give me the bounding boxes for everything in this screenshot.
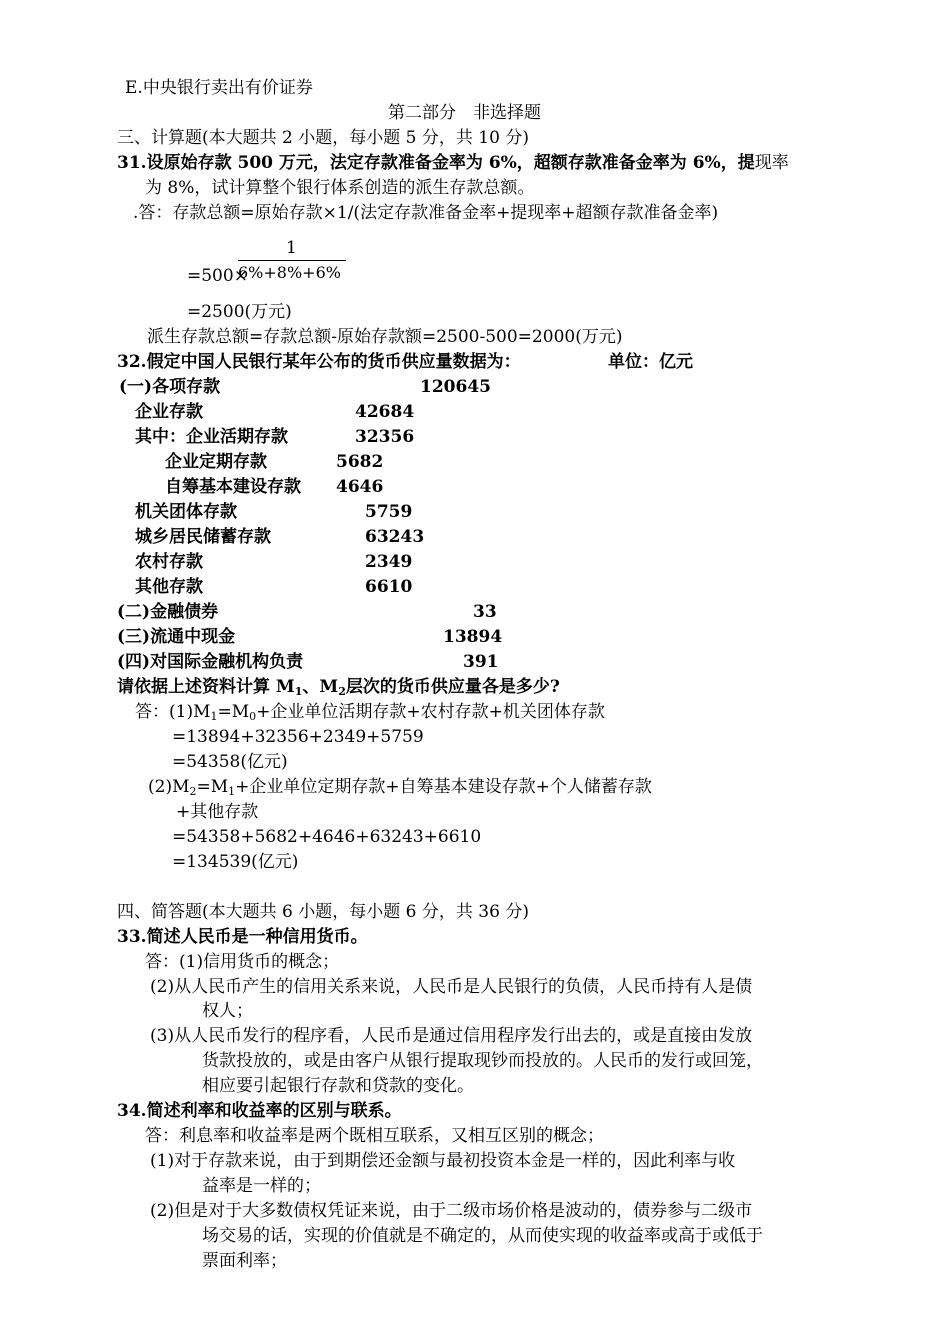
answer-part: (2)M [148, 777, 190, 797]
row-label-4: 自筹基本建设存款 [165, 477, 301, 497]
row-label-0: (一)各项存款 [119, 377, 221, 397]
q34-answer-2-cont: 场交易的话，实现的价值就是不确定的，从而使实现的收益率或高于或低于 [202, 1226, 763, 1246]
row-value-4: 4646 [336, 477, 384, 497]
row-value-5: 5759 [365, 502, 413, 522]
q32-question-sub: 1 [294, 685, 303, 698]
row-label-11: (四)对国际金融机构负责 [117, 652, 304, 672]
option-e: E.中央银行卖出有价证券 [125, 78, 313, 98]
row-value-0: 120645 [420, 377, 491, 397]
row-value-10: 13894 [443, 627, 503, 647]
q31-line1-rest: 现率 [754, 153, 789, 173]
q33-answer-3-cont2: 相应要引起银行存款和贷款的变化。 [202, 1076, 474, 1096]
row-value-3: 5682 [336, 452, 384, 472]
row-label-6: 城乡居民储蓄存款 [135, 527, 271, 547]
q33-answer-2-cont: 权人； [202, 1001, 253, 1021]
q34-answer-intro: 答：利息率和收益率是两个既相互联系，又相互区别的概念； [145, 1126, 604, 1146]
fraction-denominator: 6%+8%+6% [238, 263, 341, 282]
q34-answer-2-cont2: 票面利率； [202, 1251, 287, 1271]
row-label-1: 企业存款 [135, 402, 203, 422]
section-3-heading: 三、计算题(本大题共 2 小题，每小题 5 分，共 10 分) [117, 128, 529, 148]
q32-answer-1-result: =54358(亿元) [172, 752, 288, 772]
row-value-1: 42684 [355, 402, 415, 422]
q34-answer-1-cont: 益率是一样的； [202, 1176, 321, 1196]
row-value-2: 32356 [355, 427, 415, 447]
q33-answer-2: (2)从人民币产生的信用关系来说，人民币是人民银行的负债，人民币持有人是债 [150, 977, 753, 997]
q31-line1 [117, 152, 789, 174]
q32-question-part: 请依据上述资料计算 M [117, 677, 295, 697]
part-title: 第二部分 非选择题 [388, 103, 541, 123]
row-label-7: 农村存款 [135, 552, 203, 572]
q32-unit: 单位：亿元 [608, 352, 693, 372]
q32-answer-2 [148, 776, 652, 803]
q32-answer-2-result: =134539(亿元) [172, 852, 299, 872]
q32-question-part: 、M [302, 677, 339, 697]
answer-part: +企业单位定期存款+自筹基本建设存款+个人储蓄存款 [235, 777, 652, 797]
row-label-2: 其中：企业活期存款 [135, 427, 288, 447]
fraction-prefix: =500× [187, 266, 248, 286]
q32-answer-2-calc: =54358+5682+4646+63243+6610 [172, 827, 482, 847]
answer-part: +企业单位活期存款+农村存款+机关团体存款 [256, 702, 605, 722]
q31-line1-bold: 31.设原始存款 500 万元，法定存款准备金率为 6%，超额存款准备金率为 6%，提 [117, 153, 755, 173]
q31-derived: 派生存款总额=存款总额-原始存款额=2500-500=2000(万元) [147, 327, 623, 347]
q32-answer-1-calc: =13894+32356+2349+5759 [172, 727, 424, 747]
q31-result: =2500(万元) [187, 302, 292, 322]
row-value-8: 6610 [365, 577, 413, 597]
fraction-numerator: 1 [286, 238, 297, 258]
row-label-8: 其他存款 [135, 577, 203, 597]
answer-sub: 0 [249, 710, 257, 723]
q33-answer-3: (3)从人民币发行的程序看，人民币是通过信用程序发行出去的，或是直接由发放 [150, 1026, 753, 1046]
answer-part: 答：(1)M [135, 702, 211, 722]
q31-answer: .答：存款总额=原始存款×1/(法定存款准备金率+提现率+超额存款准备金率) [133, 203, 719, 223]
row-label-9: (二)金融债券 [117, 602, 219, 622]
q34-answer-1: (1)对于存款来说，由于到期偿还金额与最初投资本金是一样的，因此利率与收 [150, 1151, 736, 1171]
answer-part: =M [217, 702, 250, 722]
q32-answer-1 [135, 701, 605, 728]
row-value-9: 33 [473, 602, 497, 622]
answer-part: =M [196, 777, 229, 797]
q33-answer-1: 答：(1)信用货币的概念； [145, 952, 340, 972]
q32-question-sub: 2 [338, 685, 346, 698]
row-value-11: 391 [463, 652, 499, 672]
row-label-3: 企业定期存款 [165, 452, 267, 472]
section-4-heading: 四、简答题(本大题共 6 小题，每小题 6 分，共 36 分) [117, 902, 529, 922]
q34-answer-2: (2)但是对于大多数债权凭证来说，由于二级市场价格是波动的，债券参与二级市 [150, 1201, 753, 1221]
row-label-5: 机关团体存款 [135, 502, 237, 522]
row-value-7: 2349 [365, 552, 413, 572]
q34-title: 34.简述利率和收益率的区别与联系。 [117, 1101, 402, 1121]
q32-question [117, 676, 560, 703]
answer-sub: 1 [228, 785, 236, 798]
q31-line2: 为 8%，试计算整个银行体系创造的派生存款总额。 [145, 178, 535, 198]
answer-sub: 1 [210, 710, 218, 723]
row-value-6: 63243 [365, 527, 425, 547]
answer-sub: 2 [189, 785, 197, 798]
q33-title: 33.简述人民币是一种信用货币。 [117, 927, 368, 947]
q33-answer-3-cont: 货款投放的，或是由客户从银行提取现钞而投放的。人民币的发行或回笼， [202, 1051, 763, 1071]
q32-question-part: 层次的货币供应量各是多少? [345, 677, 560, 697]
q32-title: 32.假定中国人民银行某年公布的货币供应量数据为： [117, 352, 521, 372]
row-label-10: (三)流通中现金 [117, 627, 236, 647]
fraction-bar [238, 260, 346, 261]
q32-answer-2-cont: +其他存款 [176, 802, 259, 822]
